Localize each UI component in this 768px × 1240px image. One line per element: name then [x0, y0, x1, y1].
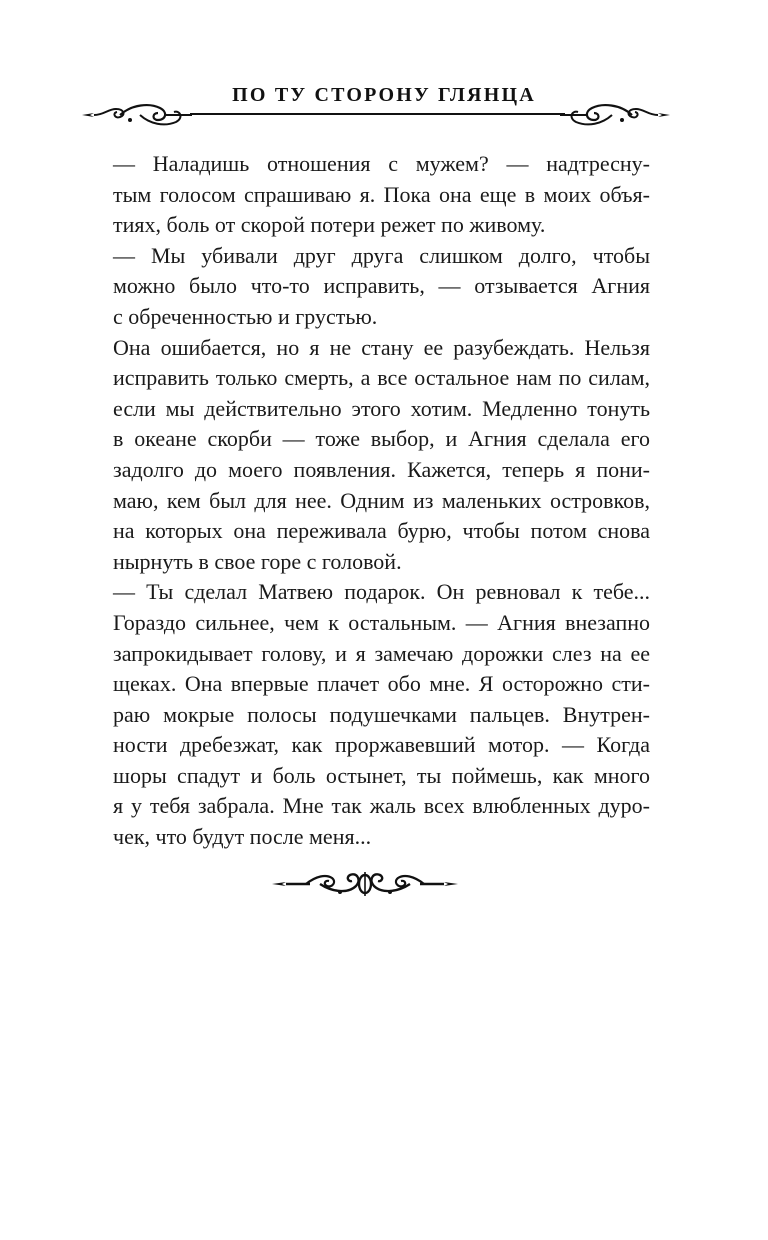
text-line: я у тебя забрала. Мне так жаль всех влюбленных дуро- [113, 793, 650, 819]
text-line: — Ты сделал Матвею подарок. Он ревновал к тебе... [113, 579, 650, 605]
header-left-flourish-icon [80, 100, 192, 130]
header-right-flourish-icon [560, 100, 672, 130]
text-line: ности дребезжат, как проржавевший мотор. — Когда [113, 732, 650, 758]
text-line: Она ошибается, но я не стану ее разубеждать. Нельзя [113, 334, 650, 360]
section-end-flourish-icon [270, 866, 460, 902]
text-line: запрокидывает голову, и я замечаю дорожки слез на ее [113, 640, 650, 666]
running-title: ПО ТУ СТОРОНУ ГЛЯНЦА [232, 84, 536, 106]
paragraph [113, 241, 650, 333]
body-text [113, 149, 650, 853]
text-line: щеках. Она впервые плачет обо мне. Я осторожно сти- [113, 671, 650, 697]
text-line: исправить только смерть, а все остальное нам по силам, [113, 365, 650, 391]
text-line: в океане скорби — тоже выбор, и Агния сделала его [113, 426, 650, 452]
text-line: чек, что будут после меня... [113, 824, 372, 850]
paragraph [113, 577, 650, 852]
text-line: с обреченностью и грустью. [113, 303, 378, 329]
header-rule [190, 113, 565, 115]
text-line: задолго до моего появления. Кажется, теперь я пони- [113, 456, 650, 482]
text-line: нырнуть в свое горе с головой. [113, 548, 402, 574]
text-line: шоры спадут и боль остынет, ты поймешь, как много [113, 762, 650, 788]
text-line: — Мы убивали друг друга слишком долго, чтобы [113, 242, 650, 268]
text-line: тым голосом спрашиваю я. Пока она еще в моих объя- [113, 181, 650, 207]
text-line: Гораздо сильнее, чем к остальным. — Агния внезапно [113, 609, 650, 635]
text-line: раю мокрые полосы подушечками пальцев. Внутрен- [113, 701, 650, 727]
text-line: если мы действительно этого хотим. Медленно тонуть [113, 395, 650, 421]
text-line: на которых она переживала бурю, чтобы потом снова [113, 518, 650, 544]
text-line: маю, кем был для нее. Одним из маленьких островков, [113, 487, 650, 513]
text-line: можно было что-то исправить, — отзывается Агния [113, 273, 650, 299]
paragraph [113, 333, 650, 578]
running-header [0, 78, 768, 138]
text-line: тиях, боль от скорой потери режет по живому. [113, 212, 546, 238]
paragraph [113, 149, 650, 241]
text-line: — Наладишь отношения с мужем? — надтресну- [113, 151, 650, 176]
